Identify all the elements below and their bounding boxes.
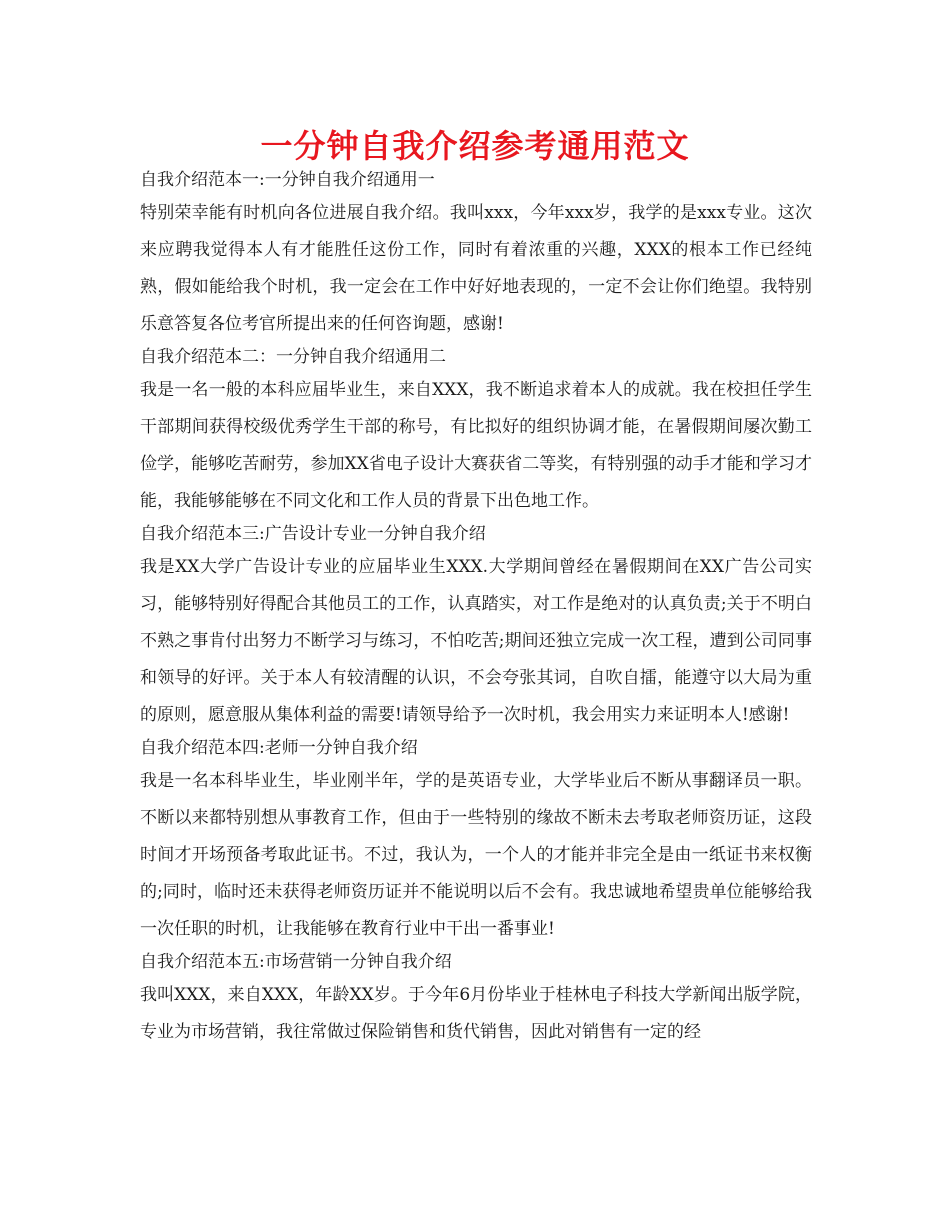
section-body-2: 我是一名一般的本科应届毕业生，来自XXX，我不断追求着本人的成就。我在校担任学生干部期间获得校级优秀学生干部的称号，有比拟好的组织协调才能，在暑假期间屡次勤工俭学，能够吃苦耐劳，参加XX省电子设计大赛获省二等奖，有特别强的动手才能和学习才能，我能够能够在不同文化和工作人员的背景下出色地工作。 xyxy=(140,380,812,511)
section-heading-1: 自我介绍范本一:一分钟自我介绍通用一 xyxy=(140,170,435,190)
section-body-4: 我是一名本科毕业生，毕业刚半年，学的是英语专业，大学毕业后不断从事翻译员一职。不断以来都特别想从事教育工作，但由于一些特别的缘故不断未去考取老师资历证，这段时间才开场预备考取此证书。不过，我认为，一个人的才能并非完全是由一纸证书来权衡的;同时，临时还未获得老师资历证并不能说明以后不会有。我忠诚地希望贵单位能够给我一次任职的时机，让我能够在教育行业中干出一番事业! xyxy=(140,771,812,939)
section-heading-3: 自我介绍范本三:广告设计专业一分钟自我介绍 xyxy=(140,524,486,544)
section-body-5: 我叫XXX，来自XXX，年龄XX岁。于今年6月份毕业于桂林电子科技大学新闻出版学院，专业为市场营销，我往常做过保险销售和货代销售，因此对销售有一定的经 xyxy=(140,985,812,1042)
section-heading-4: 自我介绍范本四:老师一分钟自我介绍 xyxy=(140,738,418,758)
section-body-3: 我是XX大学广告设计专业的应届毕业生XXX.大学期间曾经在暑假期间在XX广告公司实习，能够特别好得配合其他员工的工作，认真踏实，对工作是绝对的认真负责;关于不明白不熟之事肯付出努力不断学习与练习，不怕吃苦;期间还独立完成一次工程，遭到公司同事和领导的好评。关于本人有较清醒的认识，不会夸张其词，自吹自擂，能遵守以大局为重的原则，愿意服从集体利益的需要!请领导给予一次时机，我会用实力来证明本人!感谢! xyxy=(140,557,812,725)
section-body-1: 特别荣幸能有时机向各位进展自我介绍。我叫xxx，今年xxx岁，我学的是xxx专业。这次来应聘我觉得本人有才能胜任这份工作，同时有着浓重的兴趣，XXX的根本工作已经纯熟，假如能给我个时机，我一定会在工作中好好地表现的，一定不会让你们绝望。我特别乐意答复各位考官所提出来的任何咨询题，感谢! xyxy=(140,203,812,334)
document-title: 一分钟自我介绍参考通用范文 xyxy=(260,127,690,165)
section-heading-2: 自我介绍范本二：一分钟自我介绍通用二 xyxy=(140,347,446,367)
document-body xyxy=(140,166,812,1051)
section-heading-5: 自我介绍范本五:市场营销一分钟自我介绍 xyxy=(140,952,452,972)
